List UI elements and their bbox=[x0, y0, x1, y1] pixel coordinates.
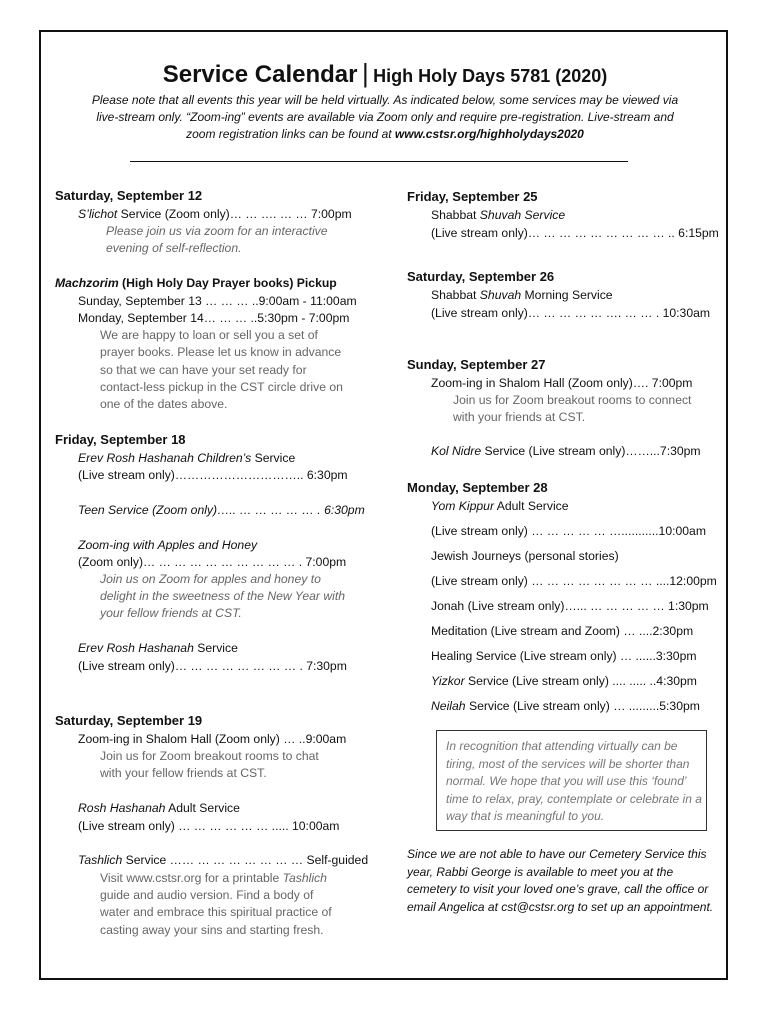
tashlich-note: Visit www.cstsr.org for a printable bbox=[100, 871, 283, 885]
yom-kippur-time: (Live stream only) … … … … … …...........10:00am bbox=[431, 524, 706, 538]
meditation: Meditation (Live stream and Zoom) … ....2:30pm bbox=[431, 624, 694, 638]
event-note: Join us for Zoom breakout rooms to connect bbox=[453, 393, 692, 407]
shabbat-label: Shabbat bbox=[431, 288, 480, 302]
erev-rest: Service bbox=[193, 641, 238, 655]
rosh-name: Rosh Hashanah bbox=[78, 801, 166, 815]
event-note: your fellow friends at CST. bbox=[100, 606, 242, 620]
slichot-service bbox=[78, 207, 352, 221]
erev-children-rest: Service bbox=[251, 451, 296, 465]
event-note: casting away your sins and starting fresh. bbox=[100, 923, 324, 937]
event-note: contact-less pickup in the CST circle drive on bbox=[100, 380, 343, 394]
shabbat-shuvah-service bbox=[431, 208, 565, 222]
kol-nidre-rest: Service (Live stream only)……...7:30pm bbox=[481, 444, 701, 458]
rosh-time: (Live stream only) … … … … … … ..... 10:00am bbox=[78, 819, 340, 833]
shuvah-service: Shuvah Service bbox=[479, 208, 566, 222]
cemetery-note: Since we are not able to have our Cemetery Service this year, Rabbi George is available to meet you at the cemetery to visit your loved one’s grave, call the office or email Angelica at cst@cstsr.org to set up an appointment. bbox=[407, 847, 714, 914]
yom-kippur-service bbox=[431, 499, 569, 513]
slichot-time: Service (Zoom only)… … …. … … 7:00pm bbox=[117, 207, 352, 221]
event-note: Please join us via zoom for an interactive bbox=[106, 224, 328, 238]
kol-nidre-service bbox=[431, 444, 701, 458]
event-note: guide and audio version. Find a body of bbox=[100, 888, 314, 902]
title-subtitle: High Holy Days 5781 (2020) bbox=[373, 66, 608, 86]
erev-service bbox=[78, 641, 238, 655]
date-heading: Saturday, September 19 bbox=[55, 713, 203, 728]
title-main: Service Calendar bbox=[162, 61, 358, 88]
jewish-journeys-time: (Live stream only) … … … … … … … … ....12:00pm bbox=[431, 574, 717, 588]
event-note: prayer books. Please let us know in advance bbox=[100, 345, 342, 359]
date-heading: Monday, September 28 bbox=[407, 480, 548, 495]
rosh-hashanah-service bbox=[78, 801, 240, 815]
healing-service: Healing Service (Live stream only) … ......3:30pm bbox=[431, 649, 697, 663]
date-heading: Friday, September 18 bbox=[55, 432, 186, 447]
event-note: water and embrace this spiritual practice of bbox=[100, 905, 332, 919]
divider bbox=[130, 161, 628, 162]
date-heading: Saturday, September 12 bbox=[55, 188, 203, 203]
tashlich-note-italic: Tashlich bbox=[282, 871, 327, 885]
yom-kippur-rest: Adult Service bbox=[494, 499, 569, 513]
event-note: We are happy to loan or sell you a set of bbox=[100, 328, 318, 342]
shuvah-label: Shuvah bbox=[479, 288, 522, 302]
yizkor-service bbox=[431, 674, 697, 688]
jonah: Jonah (Live stream only)…... … … … … … 1:30pm bbox=[431, 599, 709, 613]
shabbat-morning-service bbox=[431, 288, 613, 302]
tashlich-rest: Service …… … … … … … … … Self-guided bbox=[122, 853, 369, 867]
zoom-shalom-hall: Zoom-ing in Shalom Hall (Zoom only) … ..9:00am bbox=[78, 732, 347, 746]
morning-service-label: Morning Service bbox=[521, 288, 613, 302]
neilah-rest: Service (Live stream only) … .........5:30pm bbox=[465, 699, 700, 713]
event-note: one of the dates above. bbox=[100, 397, 228, 411]
erev-children-service bbox=[78, 451, 295, 465]
date-heading: Friday, September 25 bbox=[407, 189, 538, 204]
slichot-name: S’lichot bbox=[78, 207, 118, 221]
page-title bbox=[0, 58, 770, 89]
tashlich-name: Tashlich bbox=[78, 853, 123, 867]
title-separator: | bbox=[361, 58, 369, 88]
pickup-sunday: Sunday, September 13 … … … ..9:00am - 11:00am bbox=[78, 294, 357, 308]
recognition-note: In recognition that attending virtually can be tiring, most of the services will be shorter than normal. We hope that you will use this ‘found’ time to relax, pray, contemplate or celebrate in a way that is meaningful to you. bbox=[446, 739, 702, 823]
zoom-shalom-hall: Zoom-ing in Shalom Hall (Zoom only)…. 7:00pm bbox=[431, 376, 693, 390]
erev-children-time: (Live stream only)………………………….. 6:30pm bbox=[78, 468, 348, 482]
machzorim-title-rest: (High Holy Day Prayer books) Pickup bbox=[118, 276, 337, 290]
erev-children-name: Erev Rosh Hashanah Children’s bbox=[78, 451, 252, 465]
teen-service: Teen Service (Zoom only)….. … … … … … . 6:30pm bbox=[78, 503, 365, 517]
yom-kippur-name: Yom Kippur bbox=[431, 499, 495, 513]
morning-time: (Live stream only)… … … … … …. … … . 10:30am bbox=[431, 306, 711, 320]
neilah-service bbox=[431, 699, 700, 713]
event-note: Join us for Zoom breakout rooms to chat bbox=[100, 749, 319, 763]
machzorim-heading bbox=[55, 276, 337, 290]
intro-text: Please note that all events this year will be held virtually. As indicated below, some services may be viewed via live-stream only. “Zoom-ing” events are available via Zoom only and require pre-registration. Live-stream and zoom registration links can be found at bbox=[91, 93, 679, 141]
event-note: with your fellow friends at CST. bbox=[100, 766, 267, 780]
jewish-journeys: Jewish Journeys (personal stories) bbox=[431, 549, 619, 563]
intro-paragraph bbox=[80, 92, 690, 143]
apples-honey-time: (Zoom only)… … … … … … … … … … . 7:00pm bbox=[78, 555, 347, 569]
machzorim-title: Machzorim bbox=[55, 276, 119, 290]
apples-honey: Zoom-ing with Apples and Honey bbox=[78, 538, 258, 552]
shabbat-label: Shabbat bbox=[431, 208, 480, 222]
rosh-rest: Adult Service bbox=[165, 801, 240, 815]
event-note: Join us on Zoom for apples and honey to bbox=[100, 572, 321, 586]
date-heading: Saturday, September 26 bbox=[407, 269, 555, 284]
pickup-monday: Monday, September 14… … … ..5:30pm - 7:00pm bbox=[78, 311, 350, 325]
kol-nidre-name: Kol Nidre bbox=[431, 444, 482, 458]
event-note: delight in the sweetness of the New Year with bbox=[100, 589, 346, 603]
yizkor-rest: Service (Live stream only) .... ..... ..4:30pm bbox=[464, 674, 697, 688]
event-note bbox=[100, 871, 327, 885]
recognition-note-box bbox=[436, 730, 707, 831]
date-heading: Sunday, September 27 bbox=[407, 357, 546, 372]
neilah-name: Neilah bbox=[431, 699, 466, 713]
event-note: with your friends at CST. bbox=[453, 410, 586, 424]
registration-link[interactable]: www.cstsr.org/highholydays2020 bbox=[394, 127, 584, 141]
erev-name: Erev Rosh Hashanah bbox=[78, 641, 194, 655]
shabbat-time: (Live stream only)… … … … … … … … … .. 6:15pm bbox=[431, 226, 719, 240]
erev-time: (Live stream only)… … … … … … … … . 7:30pm bbox=[78, 659, 347, 673]
event-note: evening of self-reflection. bbox=[106, 241, 242, 255]
event-note: so that we can have your set ready for bbox=[100, 363, 307, 377]
tashlich-service bbox=[78, 853, 368, 867]
yizkor-name: Yizkor bbox=[431, 674, 465, 688]
